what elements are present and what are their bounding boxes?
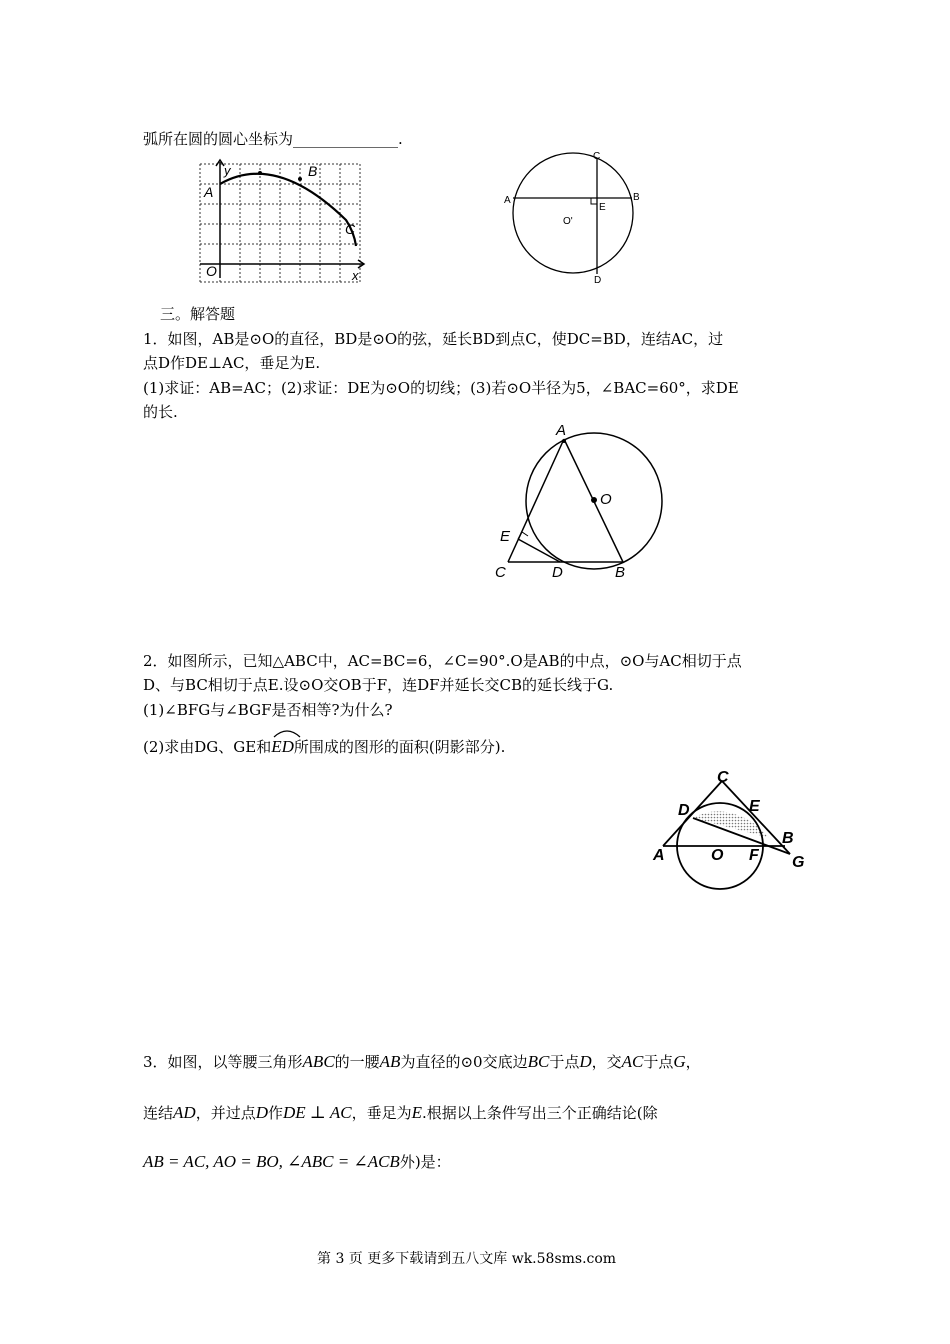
q3-text-6: 于点 bbox=[643, 1053, 674, 1071]
q3-text-4: 于点 bbox=[549, 1053, 580, 1071]
q3-text-5: ，交 bbox=[591, 1053, 622, 1071]
q3-math-E: E bbox=[411, 1103, 422, 1122]
q2-line4-part-a: (2)求由DG、GE和 bbox=[143, 738, 272, 756]
q3-line1 bbox=[143, 1052, 701, 1072]
label-C: C bbox=[717, 769, 729, 786]
label-D: D bbox=[678, 802, 690, 819]
label-y: y bbox=[224, 163, 231, 178]
label-D: D bbox=[552, 564, 563, 581]
q3-math-D: D bbox=[579, 1052, 592, 1071]
q3-text-9: ，并过点 bbox=[195, 1104, 256, 1122]
q3-math-AB: AB bbox=[379, 1052, 401, 1071]
q3-math-G: G bbox=[673, 1052, 686, 1071]
q3-math-AC: AC bbox=[621, 1052, 644, 1071]
label-F: F bbox=[749, 847, 759, 864]
label-C: C bbox=[495, 564, 506, 581]
label-C: C bbox=[593, 151, 601, 162]
label-E: E bbox=[599, 202, 606, 213]
q3-line3 bbox=[143, 1152, 451, 1172]
q3-math-DE-perp-AC: DE ⊥ AC bbox=[283, 1103, 352, 1122]
label-E: E bbox=[749, 798, 760, 815]
q3-text-7: ， bbox=[685, 1053, 701, 1071]
segment-DE bbox=[518, 539, 560, 562]
q1-line1: 1．如图，AB是⊙O的直径，BD是⊙O的弦，延长BD到点C，使DC=BD，连结AC，过 bbox=[143, 330, 724, 348]
q3-text-1: 3．如图，以等腰三角形 bbox=[143, 1053, 303, 1071]
q3-math-D2: D bbox=[255, 1103, 268, 1122]
circle-chord-figure bbox=[500, 146, 650, 286]
label-C: C bbox=[345, 221, 356, 237]
q2-line3: (1)∠BFG与∠BGF是否相等?为什么? bbox=[143, 701, 393, 719]
page-footer: 第 3 页 更多下载请到五八文库 wk.58sms.com bbox=[317, 1251, 617, 1267]
label-A: A bbox=[204, 184, 214, 200]
circle-O bbox=[513, 153, 633, 273]
label-B: B bbox=[308, 163, 318, 179]
q3-math-ABC: ABC bbox=[302, 1052, 335, 1071]
section-heading: 三。解答题 bbox=[160, 305, 236, 323]
q3-text-13: 外)是： bbox=[399, 1153, 451, 1171]
q1-line3: (1)求证：AB=AC；(2)求证：DE为⊙O的切线；(3)若⊙O半径为5，∠BAC=60°，求DE bbox=[143, 379, 739, 397]
q2-line1: 2．如图所示，已知△ABC中，AC=BC=6，∠C=90°.O是AB的中点，⊙O与AC相切于点 bbox=[143, 652, 742, 670]
label-A: A bbox=[653, 847, 665, 864]
answer-blank: ______________ bbox=[293, 130, 399, 148]
label-B: B bbox=[782, 830, 794, 847]
q2-figure bbox=[650, 768, 810, 888]
label-O: O' bbox=[563, 216, 573, 227]
q1-line2: 点D作DE⊥AC，垂足为E. bbox=[143, 354, 321, 372]
q3-text-10: 作 bbox=[267, 1104, 283, 1122]
label-O: O bbox=[600, 491, 612, 508]
q3-line2 bbox=[143, 1103, 658, 1123]
label-B: B bbox=[633, 192, 640, 203]
q3-text-8: 连结 bbox=[143, 1104, 174, 1122]
label-E: E bbox=[500, 528, 511, 545]
label-G: G bbox=[792, 854, 805, 871]
label-x: x bbox=[352, 268, 359, 283]
q3-math-given-conditions: AB = AC, AO = BO, ∠ABC = ∠ACB bbox=[143, 1152, 400, 1171]
q3-math-AD: AD bbox=[173, 1103, 196, 1122]
arc-question-text: 弧所在圆的圆心坐标为 bbox=[143, 130, 294, 148]
q3-text-11: ，垂足为 bbox=[351, 1104, 412, 1122]
label-A: A bbox=[504, 195, 511, 206]
q2-line2: D、与BC相切于点E.设⊙O交OB于F，连DF并延长交CB的延长线于G. bbox=[143, 676, 614, 694]
q3-text-2: 的一腰 bbox=[334, 1053, 380, 1071]
arc-question bbox=[143, 129, 403, 149]
label-A: A bbox=[556, 422, 567, 439]
q3-math-BC: BC bbox=[527, 1052, 550, 1071]
arc-ED-symbol bbox=[271, 737, 294, 757]
q1-figure bbox=[492, 420, 672, 585]
q2-line4 bbox=[143, 737, 505, 757]
q2-line4-part-b: 所围成的图形的面积(阴影部分). bbox=[293, 738, 506, 756]
arc-ED-label: ED bbox=[271, 737, 294, 756]
q3-text-12: .根据以上条件写出三个正确结论(除 bbox=[421, 1104, 658, 1122]
shaded-region bbox=[693, 811, 770, 838]
q1-line4: 的长. bbox=[143, 403, 178, 421]
label-B: B bbox=[615, 564, 626, 581]
segment-AC bbox=[508, 439, 564, 562]
arc-question-end: . bbox=[398, 130, 403, 148]
grid-arc-figure bbox=[196, 160, 368, 285]
label-O: O bbox=[711, 847, 724, 864]
label-D: D bbox=[594, 275, 602, 286]
label-O: O bbox=[206, 263, 217, 279]
q3-text-3: 为直径的⊙0交底边 bbox=[400, 1053, 528, 1071]
